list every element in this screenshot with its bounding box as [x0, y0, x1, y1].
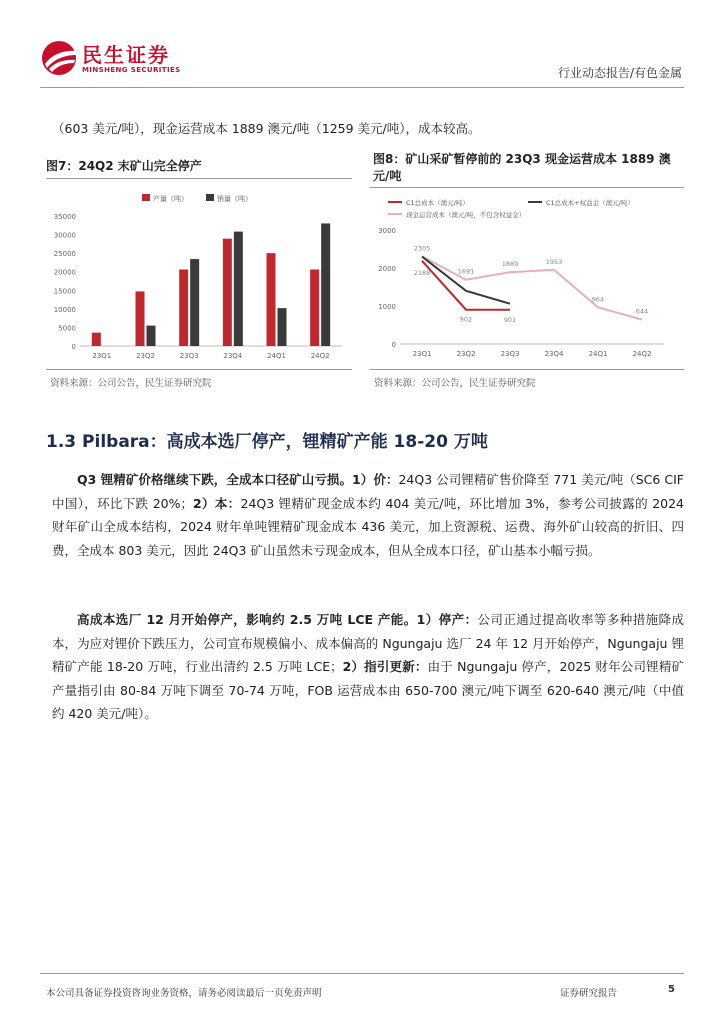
x-tick-label: 23Q3	[179, 352, 199, 360]
legend-label: C1总成本+权益金（澳元/吨）	[546, 199, 634, 207]
paragraph-price-cost	[52, 468, 684, 562]
x-tick-label: 24Q2	[632, 350, 652, 358]
fig7-source: 资料来源：公司公告，民生证券研究院	[50, 378, 212, 389]
data-label: 964	[591, 295, 605, 304]
y-tick-label: 0	[391, 341, 396, 349]
footer-divider	[40, 973, 684, 974]
footer-report-type: 证券研究报告	[560, 988, 618, 999]
data-label: 1953	[545, 257, 563, 266]
x-tick-label: 23Q4	[544, 350, 564, 358]
bar-sales	[190, 259, 199, 346]
data-label: 644	[635, 307, 649, 316]
bar-sales	[321, 223, 330, 346]
data-label: 2305	[413, 244, 431, 253]
fig8-bottom-rule	[370, 369, 684, 370]
fig8-source: 资料来源：公司公告，民生证券研究院	[374, 378, 536, 389]
x-tick-label: 24Q2	[310, 352, 330, 360]
x-tick-label: 24Q1	[588, 350, 608, 358]
y-tick-label: 10000	[53, 305, 76, 314]
x-tick-label: 23Q4	[223, 352, 243, 360]
y-tick-label: 1000	[378, 303, 396, 311]
para1-lead: Q3 锂精矿价格继续下跌，全成本口径矿山亏损。1）价：	[77, 472, 399, 487]
data-label: 902	[459, 315, 473, 324]
data-label: 1691	[457, 267, 475, 276]
logo-chinese-name: 民生证券	[82, 43, 170, 67]
bar-sales	[234, 232, 243, 346]
line-series-2	[422, 256, 642, 319]
data-label: 901	[503, 315, 517, 324]
data-label: 2188	[413, 268, 431, 277]
x-tick-label: 23Q1	[92, 352, 112, 360]
fig7-bottom-rule	[46, 369, 352, 370]
legend-label: C1总成本（澳元/吨）	[406, 199, 469, 207]
y-tick-label: 0	[71, 343, 76, 351]
y-tick-label: 30000	[53, 231, 76, 240]
y-tick-label: 5000	[58, 324, 76, 333]
company-logo	[40, 38, 210, 80]
fig8-top-rule	[370, 187, 684, 188]
para2-lead: 高成本选厂 12 月开始停产，影响约 2.5 万吨 LCE 产能。1）停产：	[77, 612, 478, 627]
data-label: 1889	[501, 260, 519, 269]
para2-text-b: 由于 Ngungaju 停产，2025 财年公司锂精矿产量指引由 80-84 万吨下调至 70-74 万吨，FOB 运营成本由 650-700 澳元/吨下调至 620-640 澳元/吨（中值约 420 美元/吨）。	[52, 659, 685, 721]
bar-production	[136, 291, 145, 346]
fig7-bar-chart	[46, 184, 352, 366]
legend-swatch	[206, 194, 214, 201]
x-tick-label: 23Q2	[136, 352, 155, 360]
fig8-title-line2: 元/吨	[373, 169, 402, 183]
fig7-title: 图7：24Q2 末矿山完全停产	[46, 159, 202, 173]
x-tick-label: 23Q2	[456, 350, 476, 358]
bar-production	[267, 253, 276, 346]
bar-production	[179, 269, 188, 346]
y-tick-label: 20000	[53, 268, 76, 277]
y-tick-label: 35000	[53, 213, 76, 221]
x-tick-label: 24Q1	[267, 352, 286, 360]
paragraph-shutdown	[52, 608, 684, 726]
footer-disclaimer: 本公司具备证券投资咨询业务资格，请务必阅读最后一页免责声明	[46, 988, 322, 999]
legend-swatch	[142, 194, 150, 201]
para1-text-b: 24Q3 锂精矿现金成本约 404 美元/吨，环比增加 3%，参考公司披露的 2024 财年矿山全成本结构，2024 财年单吨锂精矿现金成本 436 美元，加上资源税、运费、海外矿山较高的折旧、四费，全成本 803 美元，因此 24Q3 矿山虽然未亏现金成本，但从全成本口径，矿山基本小幅亏损。	[52, 495, 685, 558]
page-number: 5	[668, 984, 675, 995]
y-tick-label: 2000	[378, 265, 396, 273]
logo-mark-icon	[40, 38, 78, 78]
bar-production	[310, 269, 319, 346]
fig8-title-line1: 图8：矿山采矿暂停前的 23Q3 现金运营成本 1889 澳	[373, 152, 671, 166]
x-tick-label: 23Q1	[412, 350, 432, 358]
fig8-line-chart	[370, 192, 684, 366]
header-divider	[40, 87, 684, 88]
legend-label: 产量（吨）	[153, 195, 188, 203]
y-tick-label: 15000	[53, 287, 76, 296]
intro-line: （603 美元/吨），现金运营成本 1889 澳元/吨（1259 美元/吨），成本较高。	[52, 121, 481, 136]
para2-text-a: 公司正通过提高收率等多种措施降成本，为应对锂价下跌压力，公司宣布规模偏小、成本偏高的 Ngungaju 选厂 24 年 12 月开始停产，Ngungaju 锂精矿产能 18-20 万吨，行业出清约 2.5 万吨 LCE；	[52, 612, 684, 674]
para1-cost-label: 2）本：	[192, 495, 241, 511]
legend-label: 现金运营成本（澳元/吨，不包含权益金）	[406, 211, 526, 219]
section-heading: 1.3 Pilbara：高成本选厂停产，锂精矿产能 18-20 万吨	[46, 432, 488, 452]
bar-production	[223, 239, 232, 346]
para2-guidance-label: 2）指引更新：	[342, 659, 428, 674]
bar-sales	[278, 308, 287, 346]
fig7-top-rule	[46, 178, 352, 179]
bar-production	[92, 333, 101, 346]
legend-label: 销量（吨）	[217, 195, 252, 203]
y-tick-label: 25000	[53, 250, 76, 259]
para1-text-a: 24Q3 公司锂精矿售价降至 771 美元/吨（SC6 CIF 中国），环比下跌 20%；	[52, 472, 684, 511]
x-tick-label: 23Q3	[500, 350, 520, 358]
report-category: 行业动态报告/有色金属	[557, 66, 682, 80]
logo-english-name: MINSHENG SECURITIES	[82, 66, 181, 74]
bar-sales	[147, 326, 156, 346]
y-tick-label: 3000	[378, 227, 396, 235]
